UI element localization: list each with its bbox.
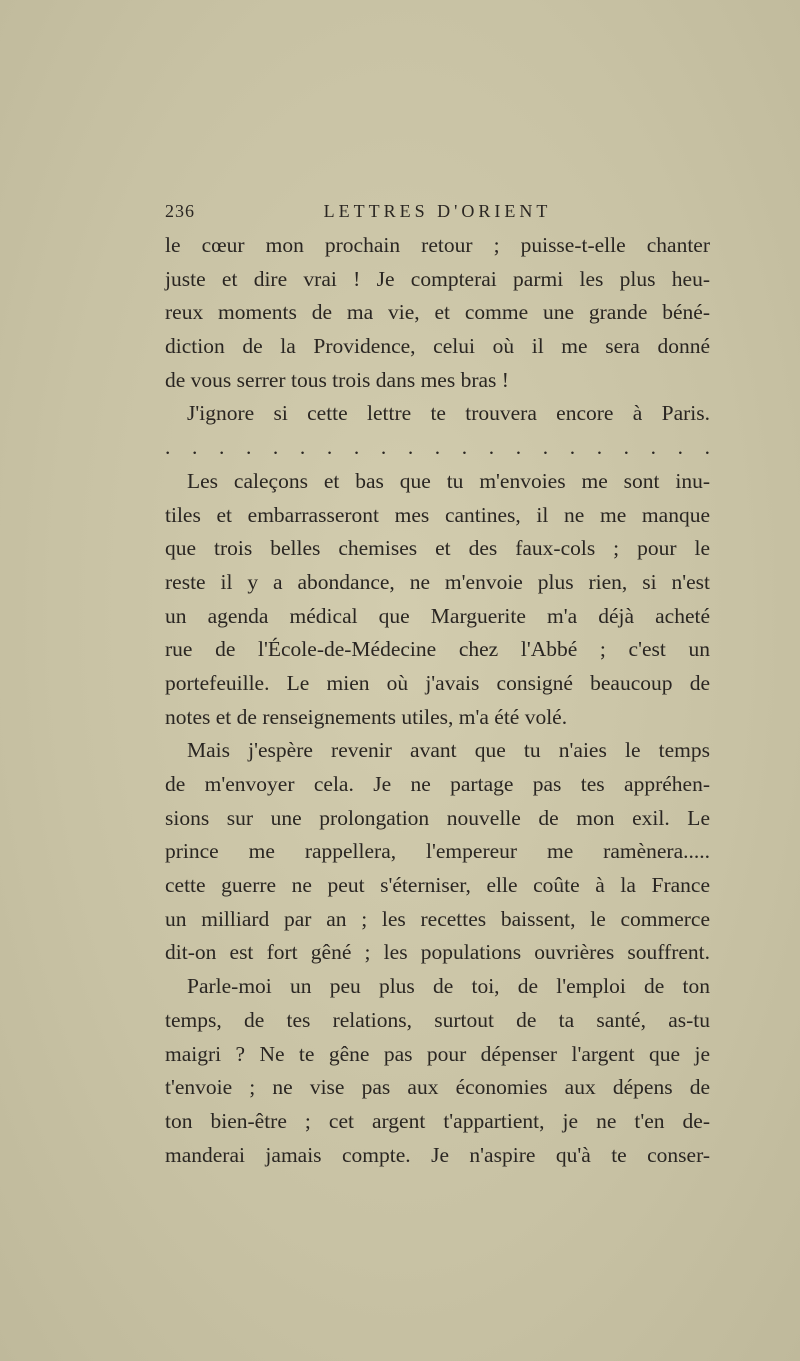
running-title: LETTRES D'ORIENT	[323, 201, 552, 221]
ellipsis-separator: . . . . . . . . . . . . . . . . . . . . .	[165, 435, 710, 460]
text-line: Parle-moi un peu plus de toi, de l'emploi de ton	[187, 974, 710, 999]
text-line: juste et dire vrai ! Je compterai parmi les plus heu-	[165, 266, 710, 291]
text-line: prince me rappellera, l'empereur me ramènera.....	[165, 839, 710, 864]
text-line: manderai jamais compte. Je n'aspire qu'à te conser-	[165, 1142, 710, 1167]
text-line: que trois belles chemises et des faux-cols ; pour le	[165, 536, 710, 561]
text-line: maigri ? Ne te gêne pas pour dépenser l'argent que je	[165, 1041, 710, 1066]
text-line: ton bien-être ; cet argent t'appartient, je ne t'en de-	[165, 1108, 710, 1133]
text-line: cette guerre ne peut s'éterniser, elle coûte à la France	[165, 873, 710, 898]
text-line: de m'envoyer cela. Je ne partage pas tes appréhen-	[165, 772, 710, 796]
page-number: 236	[165, 201, 195, 221]
text-line: reux moments de ma vie, et comme une grande béné-	[165, 300, 710, 325]
text-line: Mais j'espère revenir avant que tu n'aies le temps	[187, 738, 710, 763]
text-line: dit-on est fort gêné ; les populations ouvrières souffrent.	[165, 940, 710, 965]
text-line: t'envoie ; ne vise pas aux économies aux dépens de	[165, 1075, 710, 1100]
text-line: portefeuille. Le mien où j'avais consigné beaucoup de	[165, 670, 710, 695]
text-line: tiles et embarrasseront mes cantines, il ne me manque	[165, 502, 710, 527]
text-line: Les caleçons et bas que tu m'envoies me sont inu-	[187, 468, 710, 493]
text-line: notes et de renseignements utiles, m'a été volé.	[165, 704, 568, 729]
text-line: le cœur mon prochain retour ; puisse-t-elle chanter	[165, 233, 710, 257]
text-line: de vous serrer tous trois dans mes bras !	[165, 367, 509, 392]
text-line: diction de la Providence, celui où il me sera donné	[165, 334, 710, 359]
text-line: reste il y a abondance, ne m'envoie plus rien, si n'est	[165, 569, 710, 594]
text-line: rue de l'École-de-Médecine chez l'Abbé ; c'est un	[165, 637, 710, 662]
text-line: sions sur une prolongation nouvelle de mon exil. Le	[165, 805, 710, 830]
text-line: un agenda médical que Marguerite m'a déjà acheté	[165, 603, 710, 628]
text-line: J'ignore si cette lettre te trouvera encore à Paris.	[187, 401, 710, 426]
letter-body	[165, 229, 710, 1172]
text-line: temps, de tes relations, surtout de ta santé, as-tu	[165, 1007, 710, 1032]
page-header	[165, 201, 710, 231]
text-line: un milliard par an ; les recettes baissent, le commerce	[165, 906, 710, 931]
